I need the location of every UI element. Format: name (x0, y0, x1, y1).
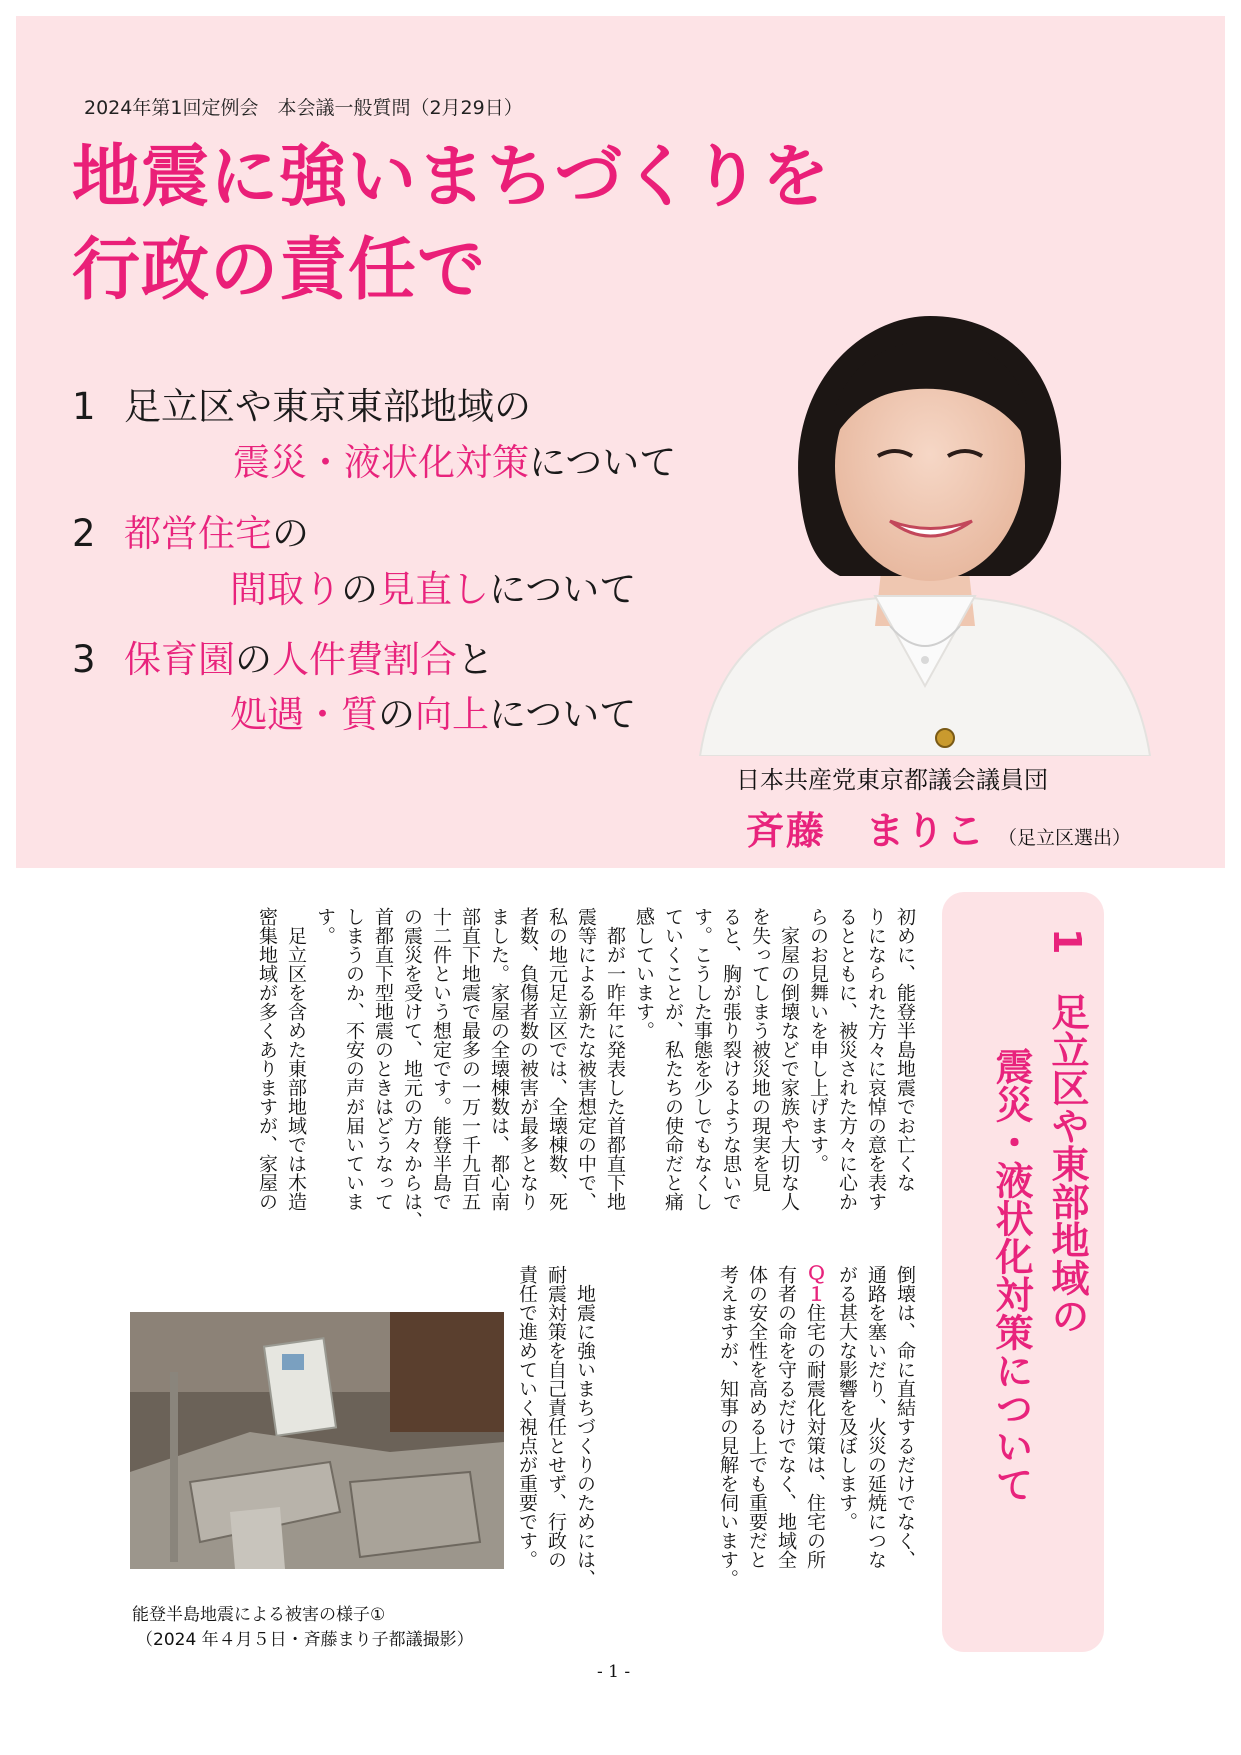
topic-text: について (489, 568, 637, 611)
topic-keyword: 保育園 (124, 638, 235, 681)
topic-number: 1 (72, 385, 96, 428)
question-text: 考えますが、知事の見解を伺います。 (717, 1265, 739, 1588)
topic-keyword: 向上 (415, 693, 489, 736)
text-column: 首都直下型地震のときはどうなって (372, 907, 394, 1211)
topic-keyword: 見直し (378, 568, 489, 611)
text-column: 私の地元足立区では、全壊棟数、死 (546, 907, 568, 1211)
text-column: を失ってしまう被災地の現実を見 (749, 907, 771, 1192)
author-group: 日本共産党東京都議会議員団 (736, 766, 1048, 794)
topic-keyword: 人件費割合 (272, 638, 457, 681)
text-column: 十二件という想定です。能登半島で (430, 907, 452, 1211)
section-title-col-1 (1044, 928, 1090, 1334)
topic-text: の (341, 568, 378, 611)
earthquake-damage-photo (130, 1312, 504, 1569)
topic-3-line-2 (230, 692, 636, 738)
section-number: 1 (1045, 928, 1089, 955)
text-column: 倒壊は、命に直結するだけでなく、 (894, 1265, 916, 1569)
topic-number: 2 (72, 512, 96, 555)
text-column: 家屋の倒壊などで家族や大切な人 (778, 907, 800, 1211)
topic-text: について (489, 693, 637, 736)
text-column: 部直下地震で最多の一万一千九百五 (459, 907, 481, 1211)
topic-text: と (457, 638, 494, 681)
author-district: （足立区選出） (998, 827, 1132, 849)
topic-text: の (378, 693, 415, 736)
topic-keyword: 都営住宅 (124, 512, 272, 555)
topic-keyword: 震災・液状化対策 (233, 441, 529, 484)
topic-number: 3 (72, 638, 96, 681)
text-column: しまうのか、不安の声が届いていま (343, 907, 365, 1211)
page-title-line-1: 地震に強いまちづくりを (72, 138, 831, 217)
topic-keyword: 処遇・質 (230, 693, 378, 736)
photo-credit: （2024 年４月５日・斉藤まり子都議撮影） (136, 1630, 474, 1650)
question-text: 住宅の耐震化対策は、住宅の所 (804, 1303, 826, 1569)
question-label: Ｑ１ (804, 1265, 826, 1303)
text-column: らのお見舞いを申し上げます。 (807, 907, 829, 1173)
section-title-part-1: 足立区や東部地域の (1045, 992, 1089, 1335)
topic-text: 足立区や東京東部地域の (124, 385, 531, 428)
text-column: 責任で進めていく視点が重要です。 (516, 1265, 538, 1569)
author-name-block (746, 800, 1131, 855)
topic-text: について (529, 441, 677, 484)
text-column: ると、胸が張り裂けるような思いで (720, 907, 742, 1211)
author-portrait (690, 296, 1160, 756)
topic-keyword: 間取り (230, 568, 341, 611)
text-column: るとともに、被災された方々に心か (836, 907, 858, 1211)
text-column: す。 (314, 907, 336, 945)
text-column: 震等による新たな被害想定の中で、 (575, 907, 597, 1211)
text-column: 足立区を含めた東部地域では木造 (285, 907, 307, 1211)
meeting-label: 2024年第1回定例会 本会議一般質問（2月29日） (84, 97, 523, 119)
topic-1-line-1 (72, 384, 531, 430)
topic-text: の (235, 638, 272, 681)
text-column: 地震に強いまちづくりのためには、 (574, 1265, 596, 1588)
body-text-top (252, 907, 919, 1247)
text-column: 都が一昨年に発表した首都直下地 (604, 907, 626, 1211)
text-column: 密集地域が多くありますが、家屋の (256, 907, 278, 1211)
topic-2-line-1 (72, 511, 309, 557)
text-column: がる甚大な影響を及ぼします。 (836, 1265, 858, 1531)
question-text: 有者の命を守るだけでなく、地域全 (775, 1265, 797, 1569)
text-column: 感しています。 (633, 907, 655, 1040)
topic-2-line-2 (230, 567, 636, 613)
body-text-continuation (832, 1265, 919, 1605)
text-column: す。こうした事態を少しでもなくし (691, 907, 713, 1211)
topic-1-line-2 (233, 440, 676, 486)
section-heading-box (942, 892, 1104, 1652)
question-text: 体の安全性を高める上でも重要だと (746, 1265, 768, 1569)
text-column: ていくことが、私たちの使命だと痛 (662, 907, 684, 1211)
text-column: 耐震対策を自己責任とせず、行政の (545, 1265, 567, 1569)
page-title-line-2: 行政の責任で (72, 231, 487, 310)
text-column: 初めに、能登半島地震でお亡くな (894, 907, 916, 1192)
photo-caption: 能登半島地震による被害の様子① (132, 1605, 386, 1625)
topic-text: の (272, 512, 309, 555)
text-column: 者数、負傷者数の被害が最多となり (517, 907, 539, 1211)
text-column: の震災を受けて、地元の方々からは、 (401, 907, 423, 1230)
topic-3-line-1 (72, 637, 494, 683)
closing-paragraph (512, 1265, 599, 1605)
section-title-col-2: 震災・液状化対策について (989, 1047, 1033, 1503)
author-name: 斉藤 まりこ (746, 809, 987, 853)
text-column: ました。家屋の全壊棟数は、都心南 (488, 907, 510, 1211)
text-column: 通路を塞いだり、火災の延焼につな (865, 1265, 887, 1569)
page-number: - 1 - (597, 1662, 631, 1682)
text-column: りになられた方々に哀悼の意を表す (865, 907, 887, 1211)
question-1 (713, 1265, 829, 1605)
